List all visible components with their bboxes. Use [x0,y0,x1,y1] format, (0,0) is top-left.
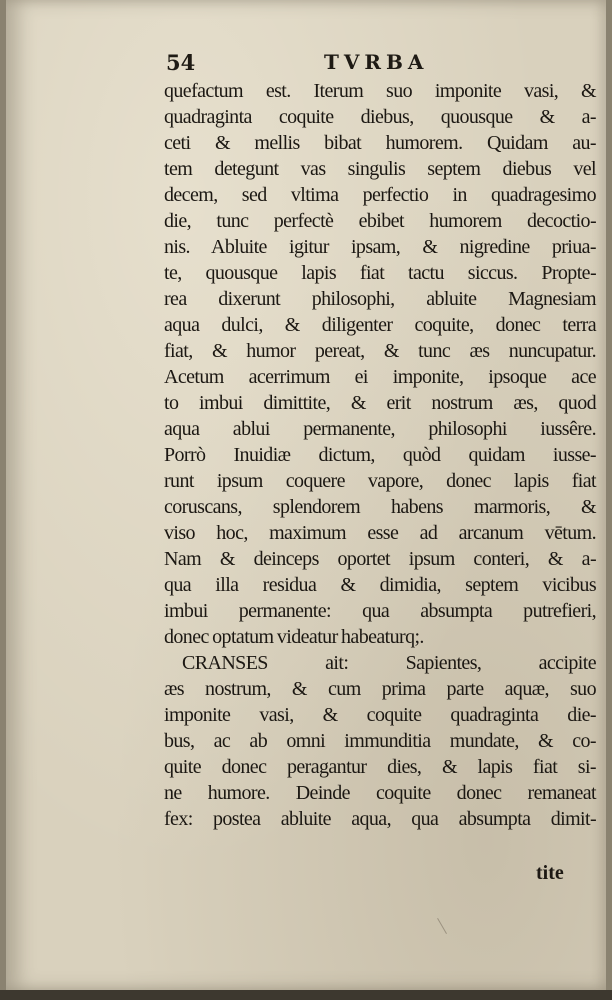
text-line: quefactum est. Iterum suo imponite vasi, & [164,80,596,102]
text-line: quite donec peragantur dies, & lapis fiat si- [164,756,596,778]
text-line: æs nostrum, & cum prima parte aquæ, suo [164,678,596,700]
text-line: to imbui dimittite, & erit nostrum æs, quod [164,392,596,414]
paragraph-first-line: CRANSES ait: Sapientes, accipite [182,652,596,674]
page-number: 54 [166,50,196,75]
text-line: decem, sed vltima perfectio in quadragesimo [164,184,596,206]
text-line: te, quousque lapis fiat tactu siccus. Propte- [164,262,596,284]
catchword: tite [536,862,564,884]
text-line: Porrò Inuidiæ dictum, quòd quidam iusse- [164,444,596,466]
book-edge [0,990,612,1000]
text-line: runt ipsum coquere vapore, donec lapis fiat [164,470,596,492]
text-line: ceti & mellis bibat humorem. Quidam au- [164,132,596,154]
text-line: viso hoc, maximum esse ad arcanum vētum. [164,522,596,544]
body-text [164,78,596,832]
text-line: aqua dulci, & diligenter coquite, donec terra [164,314,596,336]
text-line: nis. Abluite igitur ipsam, & nigredine priua- [164,236,596,258]
text-line: imbui permanente: qua absumpta putrefieri, [164,600,596,622]
text-line: die, tunc perfectè ebibet humorem decoctio- [164,210,596,232]
text-line: Nam & deinceps oportet ipsum conteri, & a- [164,548,596,570]
paragraph-last-line: donec optatum videatur habeaturq;. [164,626,424,648]
text-line: quadraginta coquite diebus, quousque & a- [164,106,596,128]
text-line: rea dixerunt philosophi, abluite Magnesiam [164,288,596,310]
text-line: fex: postea abluite aqua, qua absumpta dimit- [164,808,596,830]
text-line: bus, ac ab omni immunditia mundate, & co- [164,730,596,752]
text-line: imponite vasi, & coquite quadraginta die- [164,704,596,726]
text-line: coruscans, splendorem habens marmoris, & [164,496,596,518]
text-line: fiat, & humor pereat, & tunc æs nuncupatur. [164,340,596,362]
text-line: tem detegunt vas singulis septem diebus vel [164,158,596,180]
page-header [166,50,466,80]
text-line: ne humore. Deinde coquite donec remaneat [164,782,596,804]
running-head: TVRBA [324,50,429,74]
paper-mark [437,914,454,934]
book-page [6,0,606,990]
text-line: aqua ablui permanente, philosophi iussêre. [164,418,596,440]
text-line: qua illa residua & dimidia, septem vicibus [164,574,596,596]
text-line: Acetum acerrimum ei imponite, ipsoque ace [164,366,596,388]
